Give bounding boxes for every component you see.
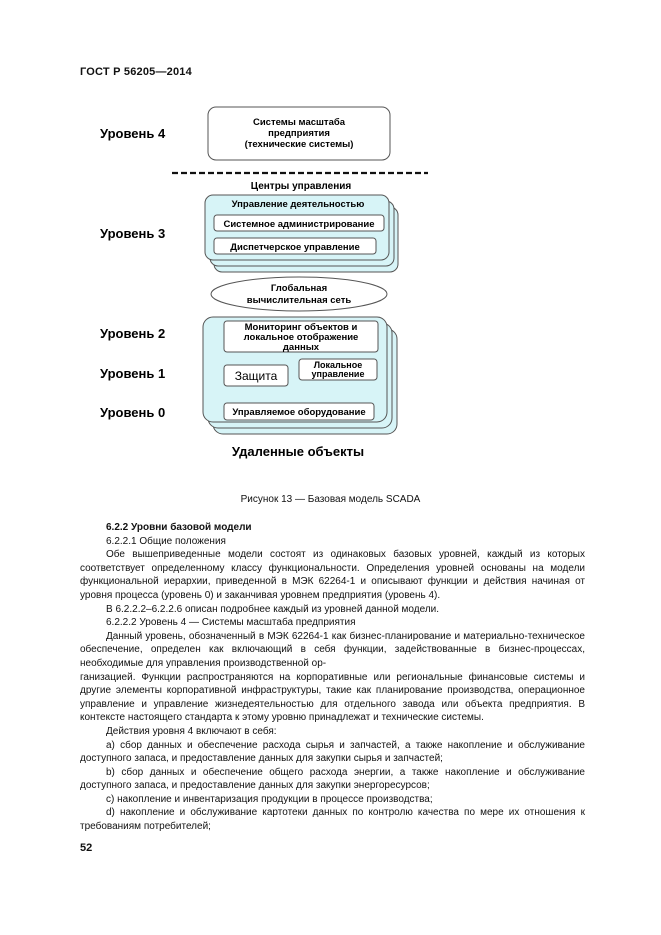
level-4-label: Уровень 4 <box>100 126 166 141</box>
section-heading: 6.2.2 Уровни базовой модели <box>106 522 252 533</box>
body-text <box>80 521 585 834</box>
figure-caption: Рисунок 13 — Базовая модель SCADA <box>240 494 421 505</box>
enterprise-line-3: (технические системы) <box>244 139 354 150</box>
local-control-line-1: Локальное <box>313 360 363 370</box>
activity-management-label: Управление деятельностью <box>231 199 365 210</box>
list-item: d) накопление и обслуживание картотеки данных по контролю качества по мере их отношения к требованиям потребителей; <box>80 807 585 833</box>
subsection-heading: 6.2.2.1 Общие положения <box>106 535 226 547</box>
page-number: 52 <box>80 842 93 854</box>
equipment-label: Управляемое оборудование <box>232 407 366 418</box>
network-line-1: Глобальная <box>270 283 328 294</box>
protection-label: Защита <box>234 369 278 383</box>
remote-objects-label: Удаленные объекты <box>231 444 365 459</box>
paragraph: Действия уровня 4 включают в себя: <box>106 725 277 737</box>
enterprise-line-2: предприятия <box>268 128 330 139</box>
dispatch-label: Диспетчерское управление <box>230 242 360 253</box>
local-control-line-2: управление <box>311 369 365 379</box>
paragraph: Обе вышеприведенные модели состоят из одинаковых базовых уровней, каждый из которых соответствует определенному классу функциональности. Определения уровней основаны на модели функциональной иерархии, приведенной в МЭК 62264-1 и описывают функции и действия начиная от уровня процесса (уровень 0) и заканчивая уровнем предприятия (уровень 4). <box>80 549 585 601</box>
list-item: c) накопление и инвентаризация продукции в процессе производства; <box>106 793 433 805</box>
level-3-label: Уровень 3 <box>100 226 166 241</box>
enterprise-line-1: Системы масштаба <box>252 117 346 128</box>
monitoring-line-2: локальное отображение <box>243 332 359 343</box>
paragraph: Данный уровень, обозначенный в МЭК 62264-1 как бизнес-планирование и материально-техническое обеспечение, определен как включающий в себя функции, задействованные в бизнес-процессах, необходимые для управления производственной ор- <box>80 630 585 669</box>
paragraph: В 6.2.2.2–6.2.2.6 описан подробнее каждый из уровней данной модели. <box>106 603 440 615</box>
subsection-heading: 6.2.2.2 Уровень 4 — Системы масштаба предприятия <box>106 617 356 629</box>
monitoring-line-1: Мониторинг объектов и <box>244 322 358 333</box>
list-item: b) сбор данных и обеспечение общего расхода энергии, а также накопление и обслуживание доступного запаса, и предоставление данных для закупки энергоресурсов; <box>80 766 585 792</box>
monitoring-line-3: данных <box>282 342 320 353</box>
network-line-2: вычислительная сеть <box>246 295 352 306</box>
list-item: a) сбор данных и обеспечение расхода сырья и запчастей, а также накопление и обслуживание доступного запаса, и предоставление данных для закупки сырья и запчастей; <box>80 739 585 765</box>
paragraph: ганизацией. Функции распространяются на корпоративные или региональные финансовые системы и другие элементы корпоративной инфраструктуры, такие как планирование производства, операционное управление и управление жизнедеятельностью для отдельного завода или объекта предприятия. В контексте настоящего стандарта к этому уровню принадлежат и технические системы. <box>80 671 585 724</box>
document-header: ГОСТ Р 56205—2014 <box>80 66 192 78</box>
level-2-label: Уровень 2 <box>100 326 166 341</box>
system-admin-label: Системное администрирование <box>223 219 375 230</box>
level-0-label: Уровень 0 <box>100 405 166 420</box>
level-1-label: Уровень 1 <box>100 366 166 381</box>
control-centers-label: Центры управления <box>250 181 352 192</box>
